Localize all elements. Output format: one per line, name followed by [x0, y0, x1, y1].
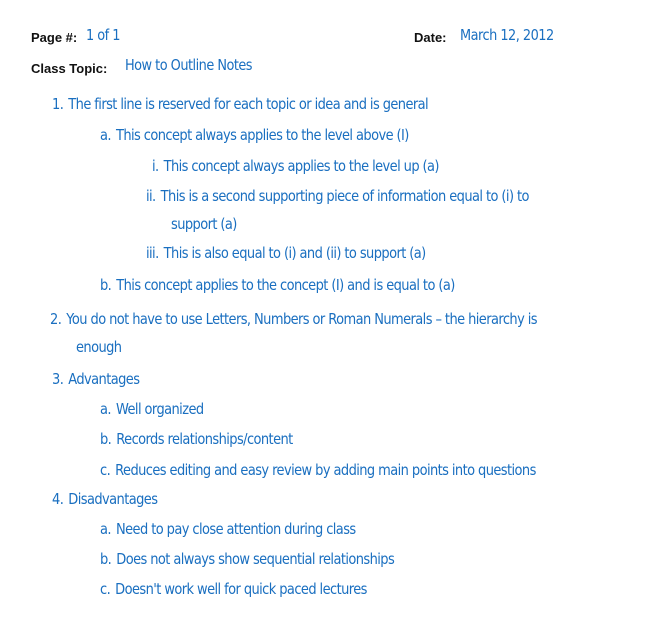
outline-item-level1: 2. You do not have to use Letters, Numbers or Roman Numerals – the hierarchy is [50, 310, 537, 328]
page-number-value: 1 of 1 [86, 26, 120, 44]
outline-item-level2: a. This concept always applies to the level above (I) [100, 126, 409, 144]
outline-item-level2: c. Reduces editing and easy review by adding main points into questions [100, 461, 536, 479]
outline-item-level1: 3. Advantages [52, 370, 140, 388]
outline-item-continuation: support (a) [171, 215, 237, 233]
outline-item-level2: c. Doesn't work well for quick paced lectures [100, 580, 367, 598]
outline-item-level2: a. Well organized [100, 400, 204, 418]
outline-item-level2: b. Records relationships/content [100, 430, 293, 448]
outline-item-level2: b. This concept applies to the concept (I) and is equal to (a) [100, 276, 455, 294]
class-topic-value: How to Outline Notes [125, 56, 253, 74]
date-label: Date: [414, 30, 447, 45]
page-number-label: Page #: [31, 30, 78, 45]
outline-item-level3: ii. This is a second supporting piece of information equal to (i) to [146, 187, 529, 205]
outline-item-level3: iii. This is also equal to (i) and (ii) to support (a) [146, 244, 426, 262]
outline-item-level1: 4. Disadvantages [52, 490, 158, 508]
outline-item-level2: b. Does not always show sequential relationships [100, 550, 395, 568]
class-topic-label: Class Topic: [31, 61, 108, 76]
outline-item-level3: i. This concept always applies to the level up (a) [152, 157, 439, 175]
outline-item-level1: 1. The first line is reserved for each topic or idea and is general [52, 95, 429, 113]
date-value: March 12, 2012 [460, 26, 554, 44]
outline-item-level2: a. Need to pay close attention during class [100, 520, 356, 538]
outline-item-continuation: enough [76, 338, 122, 356]
